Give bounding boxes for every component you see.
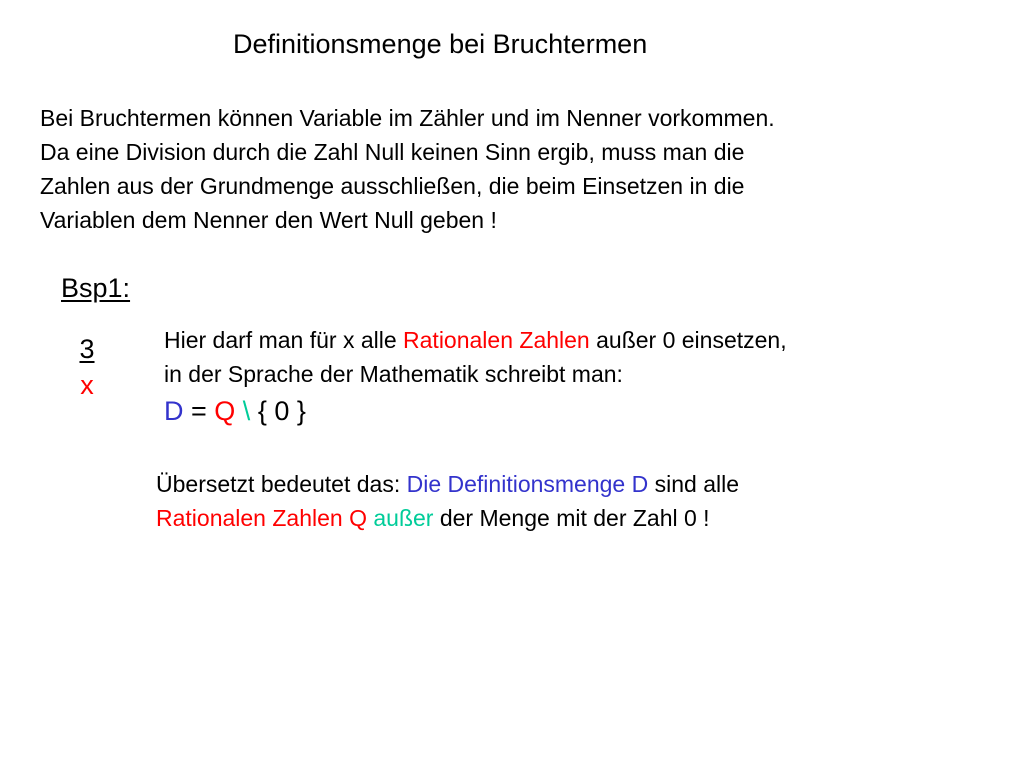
translation-paragraph	[156, 467, 739, 535]
except-highlight: außer	[373, 505, 434, 531]
example-explanation	[164, 323, 787, 391]
intro-line: Da eine Division durch die Zahl Null keinen Sinn ergib, muss man die	[40, 139, 745, 165]
translation-text: sind alle	[648, 471, 740, 497]
definition-set-highlight: Die Definitionsmenge D	[406, 471, 649, 497]
explanation-line-1	[164, 323, 787, 357]
rational-numbers-highlight: Rationalen Zahlen	[403, 327, 590, 353]
explanation-text: außer 0 einsetzen,	[589, 327, 787, 353]
rational-numbers-q-highlight: Rationalen Zahlen Q	[156, 505, 367, 531]
intro-line: Variablen dem Nenner den Wert Null geben !	[40, 207, 497, 233]
fraction-denominator: x	[80, 370, 94, 400]
slide-title: Definitionsmenge bei Bruchtermen	[233, 29, 648, 59]
set-minus-symbol: \	[235, 396, 258, 426]
translation-line-1	[156, 467, 739, 501]
excluded-set: { 0 }	[257, 396, 306, 426]
rationals-symbol: Q	[214, 396, 236, 426]
fraction-numerator: 3	[79, 334, 95, 364]
domain-formula	[164, 393, 306, 429]
intro-paragraph	[40, 101, 1000, 237]
example-label: Bsp1:	[61, 273, 131, 303]
equals-sign: =	[183, 396, 215, 426]
domain-symbol: D	[164, 396, 184, 426]
translation-text: Übersetzt bedeutet das:	[156, 471, 407, 497]
fraction-term	[74, 332, 100, 402]
explanation-text: Hier darf man für x alle	[164, 327, 404, 353]
translation-line-2	[156, 501, 739, 535]
explanation-line-2: in der Sprache der Mathematik schreibt man:	[164, 361, 623, 387]
intro-line: Zahlen aus der Grundmenge ausschließen, die beim Einsetzen in die	[40, 173, 745, 199]
intro-line: Bei Bruchtermen können Variable im Zähler und im Nenner vorkommen.	[40, 105, 775, 131]
translation-text: der Menge mit der Zahl 0 !	[433, 505, 710, 531]
